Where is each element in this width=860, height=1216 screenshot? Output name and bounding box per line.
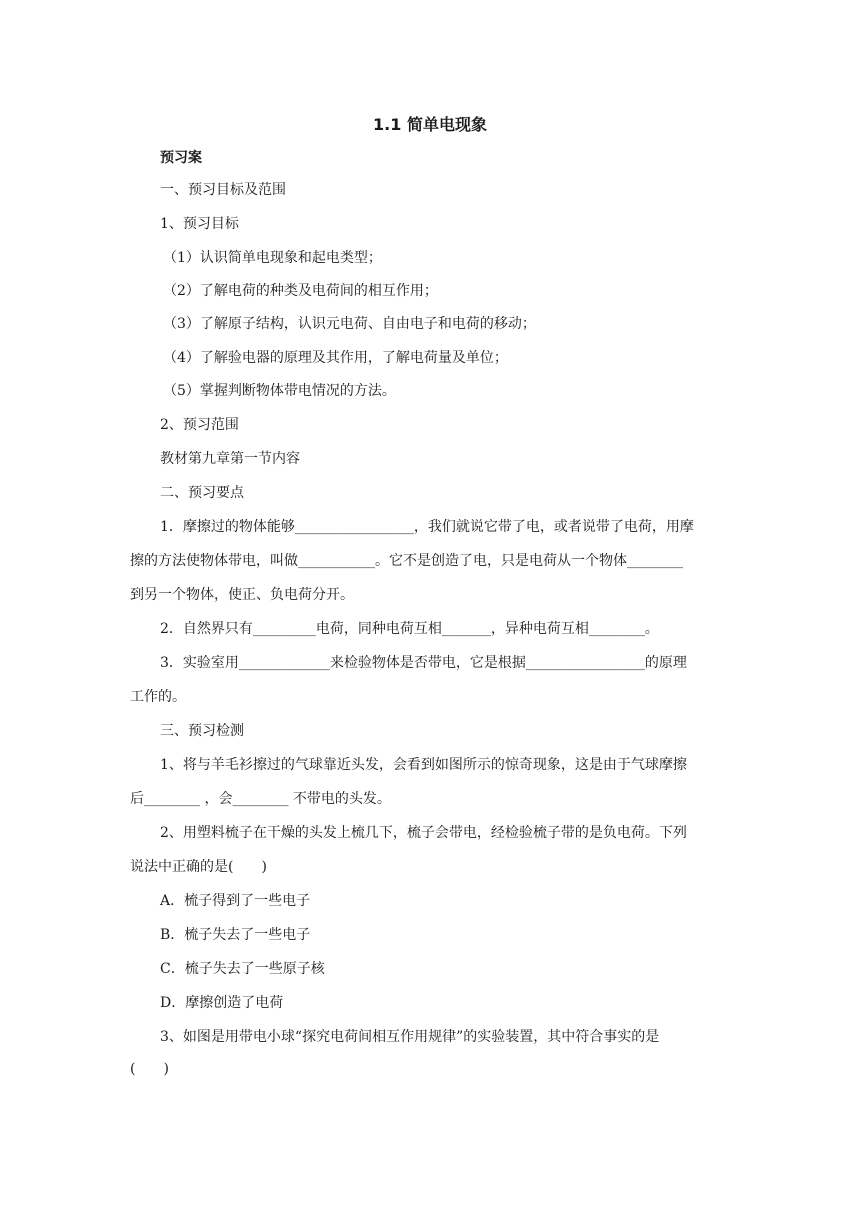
question-3-line-1: 3、如图是用带电小球“探究电荷间相互作用规律”的实验装置，其中符合事实的是: [160, 1029, 660, 1045]
point-1-line-1: 1．摩擦过的物体能够_________________，我们就说它带了电，或者说带了电荷，用摩: [160, 519, 694, 535]
question-2-option-c: C．梳子失去了一些原子核: [160, 961, 325, 977]
question-1-line-1: 1、将与羊毛衫擦过的气球靠近头发，会看到如图所示的惊奇现象，这是由于气球摩擦: [160, 757, 687, 773]
question-3-line-2: ( ): [130, 1061, 169, 1077]
goal-item: （5）掌握判断物体带电情况的方法。: [163, 383, 396, 399]
question-1-line-2: 后________ ，会________ 不带电的头发。: [130, 791, 391, 807]
document-title: 1.1 简单电现象: [373, 115, 487, 134]
scope-heading: 2、预习范围: [160, 417, 239, 433]
part3-heading: 三、预习检测: [160, 723, 244, 739]
point-3-line-1: 3．实验室用_____________来检验物体是否带电，它是根据_________________的原理: [160, 655, 687, 671]
goal-heading: 1、预习目标: [160, 216, 239, 232]
goal-item: （3）了解原子结构，认识元电荷、自由电子和电荷的移动；: [163, 316, 536, 332]
part2-heading: 二、预习要点: [160, 485, 244, 501]
question-2-option-d: D．摩擦创造了电荷: [160, 995, 284, 1011]
point-1-line-2: 擦的方法使物体带电，叫做___________。它不是创造了电，只是电荷从一个物体________: [130, 553, 683, 569]
point-2: 2．自然界只有_________电荷，同种电荷互相_______，异种电荷互相________。: [160, 621, 659, 637]
question-2-option-a: A．梳子得到了一些电子: [160, 893, 311, 909]
question-2-option-b: B．梳子失去了一些电子: [160, 927, 311, 943]
goal-item: （2）了解电荷的种类及电荷间的相互作用；: [163, 283, 438, 299]
question-2-line-2: 说法中正确的是( ): [130, 859, 267, 875]
goal-item: （4）了解验电器的原理及其作用，了解电荷量及单位；: [163, 350, 508, 366]
goal-item: （1）认识简单电现象和起电类型；: [163, 250, 382, 266]
point-1-line-3: 到另一个物体，使正、负电荷分开。: [130, 587, 354, 603]
question-2-line-1: 2、用塑料梳子在干燥的头发上梳几下，梳子会带电，经检验梳子带的是负电荷。下列: [160, 825, 687, 841]
section-heading: 预习案: [160, 150, 202, 166]
point-3-line-2: 工作的。: [130, 689, 186, 705]
scope-text: 教材第九章第一节内容: [160, 451, 300, 467]
part1-heading: 一、预习目标及范围: [160, 182, 286, 198]
